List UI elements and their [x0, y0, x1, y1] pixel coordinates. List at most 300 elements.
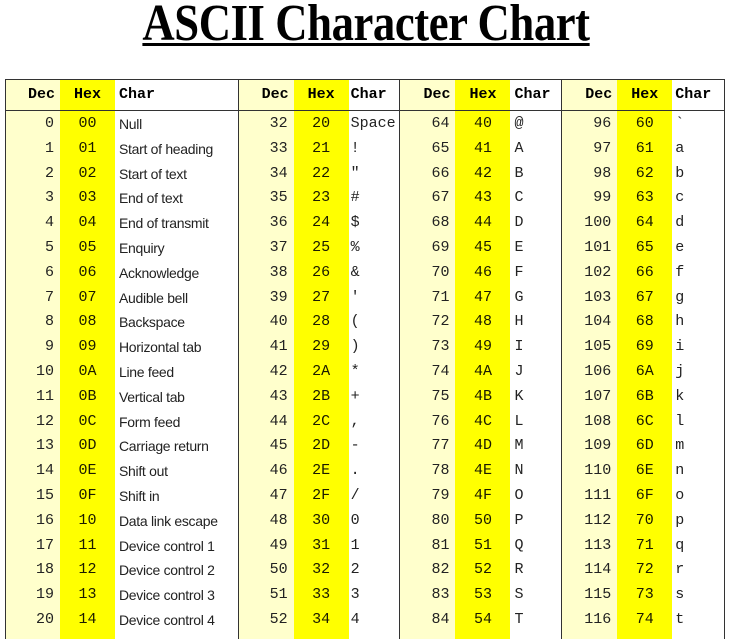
dec-value: 51 [269, 586, 288, 604]
table-row [6, 261, 238, 286]
dec-value: 82 [431, 561, 450, 579]
char-value: * [350, 362, 360, 380]
table-row [400, 509, 561, 534]
table-row [400, 186, 561, 211]
char-value: I [514, 338, 524, 356]
char-value: D [514, 214, 524, 232]
table-row [6, 236, 238, 261]
hex-value: 31 [312, 536, 331, 554]
dec-value: 10 [35, 362, 54, 380]
hex-value: 11 [78, 536, 97, 554]
hex-value: 2F [312, 486, 331, 504]
hex-value: 05 [78, 238, 97, 256]
dec-value: 33 [269, 139, 288, 157]
table-row [239, 484, 400, 509]
hex-value: 20 [312, 115, 331, 132]
table-row [239, 360, 400, 385]
char-value: Audible bell [119, 289, 188, 306]
dec-value: 74 [431, 362, 450, 380]
char-value: Carriage return [119, 438, 209, 455]
hex-value: 41 [473, 139, 492, 157]
dec-header: Dec [585, 86, 613, 103]
table-row [6, 459, 238, 484]
hex-value: 4D [473, 437, 492, 455]
hex-value: 74 [635, 610, 654, 628]
table-row [239, 534, 400, 559]
dec-value: 0 [44, 115, 54, 132]
char-value: C [514, 189, 524, 207]
dec-header: Dec [27, 86, 55, 103]
table-row [239, 236, 400, 261]
char-value: % [350, 238, 360, 256]
table-body [562, 112, 724, 633]
char-value: Start of text [119, 165, 187, 182]
table-row [239, 558, 400, 583]
table-header-row [239, 80, 400, 111]
dec-header: Dec [423, 86, 451, 103]
char-value: t [675, 610, 685, 628]
hex-value: 50 [473, 511, 492, 529]
hex-value: 66 [635, 263, 654, 281]
hex-value: 2B [312, 387, 331, 405]
hex-value: 44 [473, 214, 492, 232]
hex-value: 0E [78, 462, 97, 480]
dec-value: 8 [44, 313, 54, 331]
char-value: B [514, 164, 524, 182]
dec-value: 109 [584, 437, 612, 455]
dec-value: 68 [431, 214, 450, 232]
hex-value: 12 [78, 561, 97, 579]
table-row [239, 385, 400, 410]
table-row [562, 360, 724, 385]
char-value: m [675, 437, 685, 455]
table-row [6, 211, 238, 236]
char-value: & [350, 263, 360, 281]
table-row [400, 335, 561, 360]
table-group-1 [239, 80, 401, 639]
dec-value: 67 [431, 189, 450, 207]
dec-value: 77 [431, 437, 450, 455]
dec-value: 49 [269, 536, 288, 554]
hex-value: 2E [312, 462, 331, 480]
char-value: Shift in [119, 487, 160, 504]
dec-value: 115 [584, 586, 612, 604]
dec-value: 42 [269, 362, 288, 380]
table-row [239, 608, 400, 633]
table-row [562, 211, 724, 236]
ascii-table [5, 79, 725, 639]
table-row [6, 162, 238, 187]
hex-value: 06 [78, 263, 97, 281]
hex-value: 6C [635, 412, 654, 430]
dec-value: 13 [35, 437, 54, 455]
table-row [239, 335, 400, 360]
table-row [562, 286, 724, 311]
hex-value: 4F [473, 486, 492, 504]
char-value: Acknowledge [119, 264, 199, 281]
char-header: Char [119, 86, 156, 103]
hex-value: 71 [635, 536, 654, 554]
dec-value: 112 [584, 511, 612, 529]
dec-value: 7 [44, 288, 54, 306]
table-row [239, 583, 400, 608]
dec-value: 71 [431, 288, 450, 306]
char-value: N [514, 462, 524, 480]
hex-value: 23 [312, 189, 331, 207]
hex-value: 33 [312, 586, 331, 604]
char-value: Device control 3 [119, 587, 215, 604]
char-value: G [514, 288, 524, 306]
char-value: S [514, 586, 524, 604]
dec-value: 39 [269, 288, 288, 306]
hex-value: 0A [78, 362, 97, 380]
table-row [239, 186, 400, 211]
table-header-row [400, 80, 561, 111]
dec-value: 81 [431, 536, 450, 554]
hex-value: 28 [312, 313, 331, 331]
char-value: c [675, 189, 685, 207]
table-header-row [6, 80, 238, 111]
table-header-row [562, 80, 724, 111]
table-row [6, 385, 238, 410]
dec-value: 99 [593, 189, 612, 207]
table-row [400, 286, 561, 311]
hex-value: 72 [635, 561, 654, 579]
dec-value: 97 [593, 139, 612, 157]
table-row [400, 162, 561, 187]
char-value: Data link escape [119, 512, 218, 529]
table-group-3 [562, 80, 724, 639]
hex-value: 51 [473, 536, 492, 554]
hex-value: 14 [78, 610, 97, 628]
hex-value: 4C [473, 412, 492, 430]
table-row [400, 534, 561, 559]
table-row [239, 261, 400, 286]
table-row [6, 186, 238, 211]
table-row [239, 434, 400, 459]
dec-value: 34 [269, 164, 288, 182]
char-value: R [514, 561, 524, 579]
dec-value: 41 [269, 338, 288, 356]
hex-value: 25 [312, 238, 331, 256]
hex-value: 21 [312, 139, 331, 157]
char-value: ' [350, 288, 360, 306]
table-row [239, 286, 400, 311]
table-row [562, 608, 724, 633]
dec-value: 11 [35, 387, 54, 405]
char-value: n [675, 462, 685, 480]
dec-value: 19 [35, 586, 54, 604]
dec-value: 101 [584, 238, 612, 256]
table-row [562, 410, 724, 435]
char-value: Device control 2 [119, 562, 215, 579]
hex-header: Hex [307, 86, 335, 103]
table-row [6, 583, 238, 608]
dec-value: 38 [269, 263, 288, 281]
hex-value: 08 [78, 313, 97, 331]
char-value: e [675, 238, 685, 256]
hex-header: Hex [469, 86, 497, 103]
char-value: ! [350, 139, 360, 157]
table-group-0 [6, 80, 239, 639]
hex-value: 0D [78, 437, 97, 455]
hex-value: 68 [635, 313, 654, 331]
hex-value: 27 [312, 288, 331, 306]
char-value: i [675, 338, 685, 356]
hex-value: 63 [635, 189, 654, 207]
table-row [6, 509, 238, 534]
char-value: T [514, 610, 524, 628]
table-row [6, 335, 238, 360]
hex-value: 69 [635, 338, 654, 356]
hex-value: 54 [473, 610, 492, 628]
char-value: Enquiry [119, 239, 165, 256]
char-header: Char [350, 86, 387, 103]
dec-value: 66 [431, 164, 450, 182]
char-value: l [675, 412, 685, 430]
hex-value: 4E [473, 462, 492, 480]
hex-value: 03 [78, 189, 97, 207]
table-row [562, 434, 724, 459]
char-value: g [675, 288, 685, 306]
table-row [6, 558, 238, 583]
hex-value: 70 [635, 511, 654, 529]
char-value: Space [350, 115, 396, 132]
hex-value: 65 [635, 238, 654, 256]
table-row [400, 434, 561, 459]
hex-value: 10 [78, 511, 97, 529]
char-value: L [514, 412, 524, 430]
char-value: Vertical tab [119, 388, 185, 405]
hex-value: 49 [473, 338, 492, 356]
table-row [6, 360, 238, 385]
dec-value: 113 [584, 536, 612, 554]
hex-value: 45 [473, 238, 492, 256]
hex-value: 04 [78, 214, 97, 232]
table-row [400, 261, 561, 286]
char-value: Null [119, 116, 142, 132]
hex-header: Hex [631, 86, 659, 103]
table-row [562, 310, 724, 335]
char-value: - [350, 437, 360, 455]
dec-value: 18 [35, 561, 54, 579]
hex-value: 00 [78, 115, 97, 132]
table-row [562, 236, 724, 261]
hex-value: 40 [473, 115, 492, 132]
table-row [6, 534, 238, 559]
dec-value: 43 [269, 387, 288, 405]
hex-value: 22 [312, 164, 331, 182]
hex-value: 0B [78, 387, 97, 405]
table-row [6, 608, 238, 633]
dec-value: 107 [584, 387, 612, 405]
table-row [562, 484, 724, 509]
hex-value: 4B [473, 387, 492, 405]
table-row [400, 236, 561, 261]
hex-value: 43 [473, 189, 492, 207]
char-value: o [675, 486, 685, 504]
hex-value: 67 [635, 288, 654, 306]
dec-value: 20 [35, 610, 54, 628]
char-value: Device control 1 [119, 537, 215, 554]
char-value: End of transmit [119, 215, 209, 232]
dec-value: 64 [431, 115, 450, 132]
char-value: p [675, 511, 685, 529]
table-row [400, 459, 561, 484]
hex-value: 29 [312, 338, 331, 356]
dec-value: 75 [431, 387, 450, 405]
table-row [400, 410, 561, 435]
char-value: Form feed [119, 413, 181, 430]
dec-value: 105 [584, 338, 612, 356]
table-row [562, 509, 724, 534]
dec-value: 106 [584, 362, 612, 380]
table-row [6, 484, 238, 509]
table-row [562, 137, 724, 162]
char-value: F [514, 263, 524, 281]
hex-value: 6F [635, 486, 654, 504]
hex-value: 2C [312, 412, 331, 430]
hex-value: 34 [312, 610, 331, 628]
hex-value: 6E [635, 462, 654, 480]
char-header: Char [514, 86, 551, 103]
hex-header: Hex [73, 86, 101, 103]
dec-value: 102 [584, 263, 612, 281]
char-value: Start of heading [119, 140, 214, 157]
hex-value: 0F [78, 486, 97, 504]
dec-value: 103 [584, 288, 612, 306]
dec-value: 5 [44, 238, 54, 256]
table-row [562, 459, 724, 484]
dec-value: 35 [269, 189, 288, 207]
dec-value: 40 [269, 313, 288, 331]
dec-value: 3 [44, 189, 54, 207]
dec-value: 36 [269, 214, 288, 232]
dec-value: 116 [584, 610, 612, 628]
dec-value: 15 [35, 486, 54, 504]
table-row [400, 608, 561, 633]
dec-value: 52 [269, 610, 288, 628]
char-value: f [675, 263, 685, 281]
dec-value: 9 [44, 338, 54, 356]
hex-value: 73 [635, 586, 654, 604]
table-row [400, 484, 561, 509]
dec-value: 79 [431, 486, 450, 504]
char-value: 3 [350, 586, 360, 604]
char-value: 4 [350, 610, 360, 628]
table-row [562, 534, 724, 559]
hex-value: 13 [78, 586, 97, 604]
char-value: O [514, 486, 524, 504]
hex-value: 26 [312, 263, 331, 281]
table-row [562, 583, 724, 608]
table-row [6, 112, 238, 137]
dec-value: 46 [269, 462, 288, 480]
table-row [239, 410, 400, 435]
hex-value: 61 [635, 139, 654, 157]
char-value: Q [514, 536, 524, 554]
table-row [400, 558, 561, 583]
hex-value: 6A [635, 362, 654, 380]
char-value: End of text [119, 190, 183, 207]
table-row [6, 286, 238, 311]
hex-value: 2D [312, 437, 331, 455]
char-value: s [675, 586, 685, 604]
dec-value: 114 [584, 561, 612, 579]
table-body [400, 112, 561, 633]
dec-value: 110 [584, 462, 612, 480]
table-row [400, 360, 561, 385]
table-row [562, 385, 724, 410]
hex-value: 02 [78, 164, 97, 182]
table-row [400, 137, 561, 162]
char-value: k [675, 387, 685, 405]
table-row [562, 112, 724, 137]
dec-value: 32 [269, 115, 288, 132]
hex-value: 42 [473, 164, 492, 182]
dec-value: 48 [269, 511, 288, 529]
char-value: 0 [350, 511, 360, 529]
table-row [239, 459, 400, 484]
char-value: $ [350, 214, 360, 232]
char-value: A [514, 139, 524, 157]
char-value: Backspace [119, 314, 185, 331]
dec-value: 72 [431, 313, 450, 331]
char-value: / [350, 486, 360, 504]
dec-value: 100 [584, 214, 612, 232]
hex-value: 6D [635, 437, 654, 455]
dec-value: 98 [593, 164, 612, 182]
char-value: Line feed [119, 363, 174, 380]
dec-value: 17 [35, 536, 54, 554]
char-value: d [675, 214, 685, 232]
table-row [400, 310, 561, 335]
table-row [239, 509, 400, 534]
title-container [0, 0, 733, 60]
dec-value: 1 [44, 139, 54, 157]
page-title: ASCII Character Chart [142, 0, 591, 52]
hex-value: 30 [312, 511, 331, 529]
dec-value: 78 [431, 462, 450, 480]
char-value: K [514, 387, 524, 405]
hex-value: 0C [78, 412, 97, 430]
hex-value: 52 [473, 561, 492, 579]
table-group-2 [400, 80, 562, 639]
dec-value: 50 [269, 561, 288, 579]
hex-value: 09 [78, 338, 97, 356]
dec-value: 104 [584, 313, 612, 331]
dec-value: 45 [269, 437, 288, 455]
table-row [562, 162, 724, 187]
hex-value: 6B [635, 387, 654, 405]
hex-value: 48 [473, 313, 492, 331]
dec-value: 2 [44, 164, 54, 182]
hex-value: 2A [312, 362, 331, 380]
char-value: # [350, 189, 360, 207]
char-header: Char [675, 86, 712, 103]
char-value: h [675, 313, 685, 331]
char-value: r [675, 561, 685, 579]
char-value: ( [350, 313, 360, 331]
dec-value: 47 [269, 486, 288, 504]
table-row [400, 583, 561, 608]
table-body [239, 112, 400, 633]
char-value: . [350, 462, 360, 480]
table-row [6, 410, 238, 435]
char-value: 2 [350, 561, 360, 579]
dec-value: 70 [431, 263, 450, 281]
hex-value: 62 [635, 164, 654, 182]
